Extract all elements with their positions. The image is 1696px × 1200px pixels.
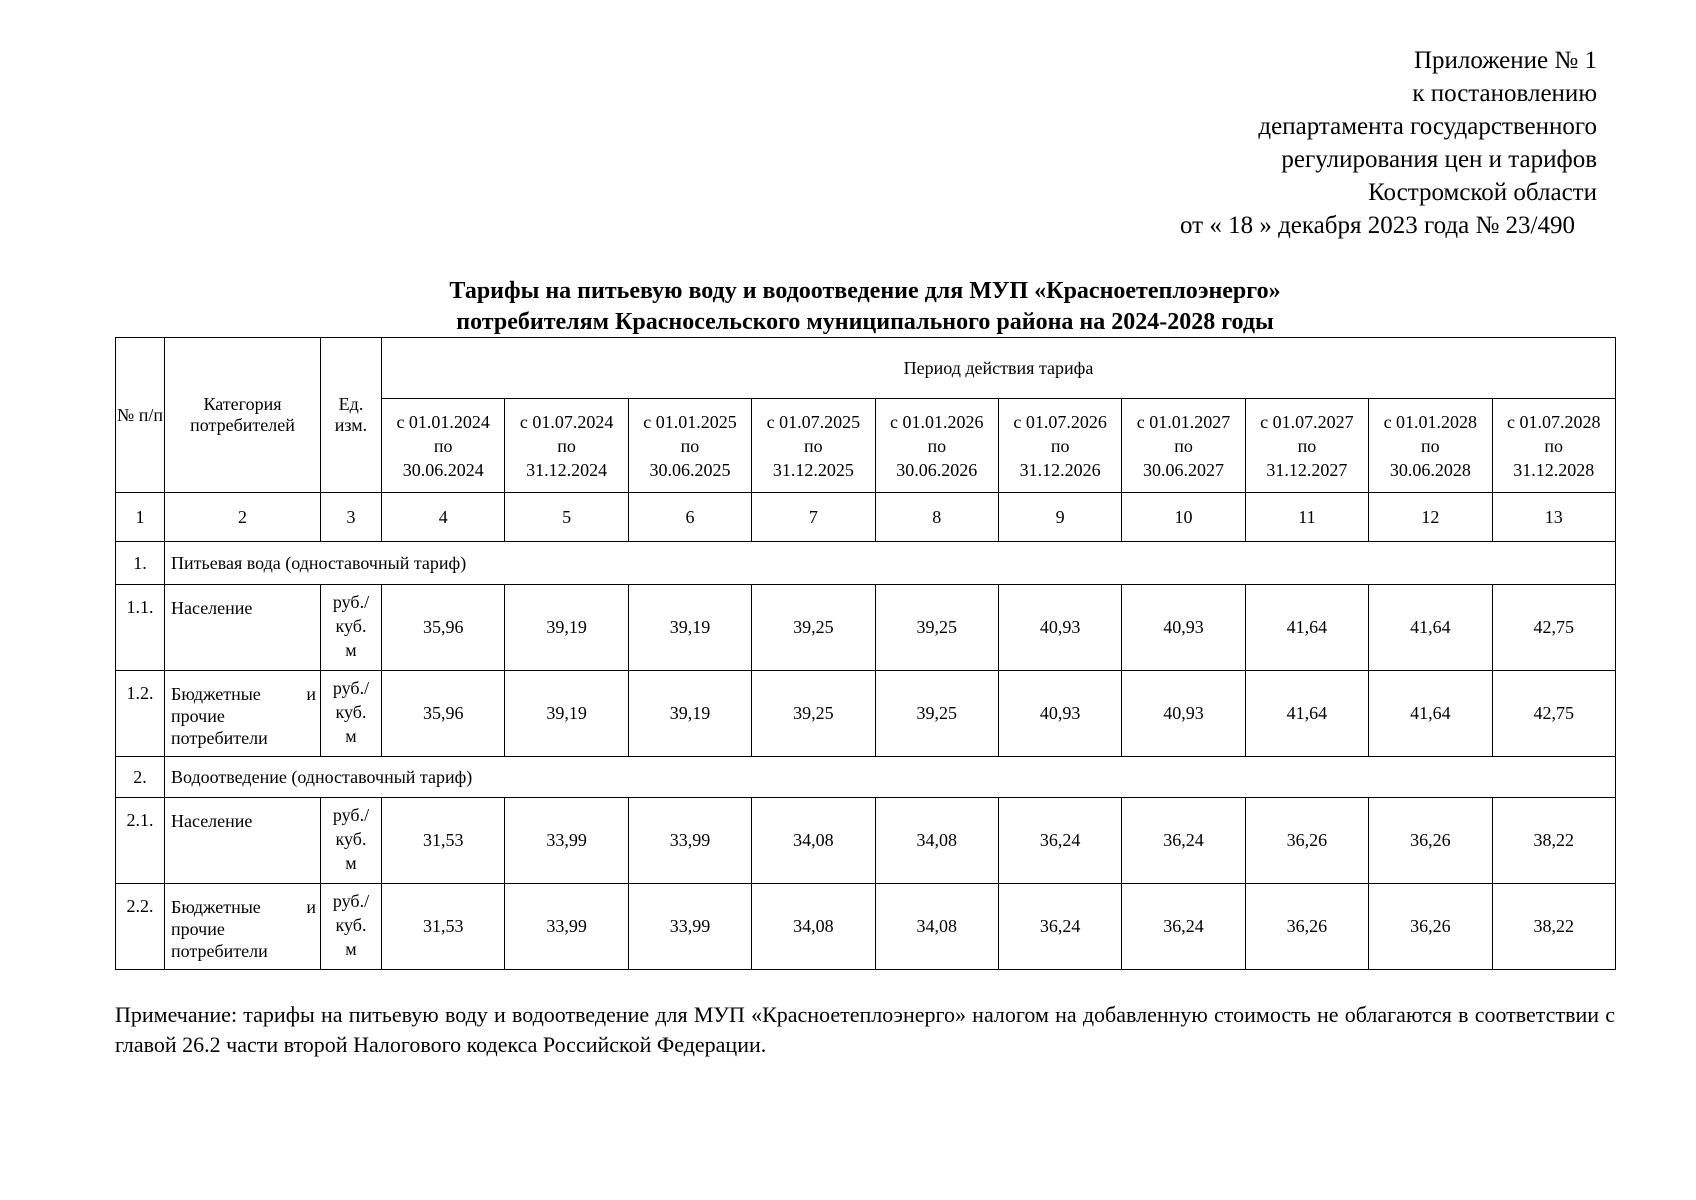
annex-line: регулирования цен и тарифов	[1281, 146, 1597, 173]
tariff-table	[115, 337, 1616, 970]
header-row-1	[116, 338, 1616, 399]
header-unit: Ед. изм.	[321, 338, 382, 493]
period-header-cell	[1122, 399, 1245, 493]
unit-line: куб.	[335, 702, 367, 722]
category-line: Население	[171, 598, 253, 618]
period-to: 31.12.2026	[1019, 459, 1101, 480]
section-number: 2.	[116, 757, 165, 798]
tariff-value-cell: 33,99	[505, 798, 628, 884]
period-header-cell	[382, 399, 505, 493]
row-number: 1.2.	[116, 671, 165, 757]
period-to: 30.06.2024	[402, 459, 484, 480]
table-row	[116, 585, 1616, 671]
unit-line: руб./	[332, 805, 370, 825]
unit-line: м	[345, 939, 357, 959]
column-number-cell: 12	[1369, 493, 1492, 542]
period-po: по	[557, 435, 576, 456]
table-row	[116, 671, 1616, 757]
period-header-cell	[875, 399, 998, 493]
category-line: потребители	[171, 728, 268, 748]
column-number-cell: 11	[1245, 493, 1368, 542]
category-line: прочие	[171, 919, 225, 939]
tariff-value-cell: 34,08	[875, 798, 998, 884]
tariff-value-cell: 39,19	[628, 585, 751, 671]
unit-line: м	[345, 640, 357, 660]
row-number: 2.1.	[116, 798, 165, 884]
tariff-value-cell: 41,64	[1369, 671, 1492, 757]
tariff-value-cell: 33,99	[628, 884, 751, 970]
column-number-cell: 13	[1492, 493, 1615, 542]
tariff-value-cell: 35,96	[382, 671, 505, 757]
tariff-value-cell: 40,93	[1122, 585, 1245, 671]
row-unit	[321, 884, 382, 970]
period-header-cell	[505, 399, 628, 493]
column-number-cell: 1	[116, 493, 165, 542]
row-category	[165, 798, 321, 884]
row-number: 1.1.	[116, 585, 165, 671]
period-to: 30.06.2027	[1143, 459, 1225, 480]
period-from: с 01.07.2027	[1260, 411, 1354, 432]
tariff-value-cell: 40,93	[998, 585, 1121, 671]
unit-line: м	[345, 853, 357, 873]
category-first-line	[171, 896, 316, 918]
tariff-value-cell: 33,99	[505, 884, 628, 970]
header-period-title: Период действия тарифа	[382, 338, 1616, 399]
annex-line: департамента государственного	[1258, 113, 1597, 140]
annex-header	[1180, 44, 1597, 242]
column-number-cell: 3	[321, 493, 382, 542]
period-to: 31.12.2027	[1266, 459, 1348, 480]
tariff-value-cell: 41,64	[1245, 585, 1368, 671]
period-to: 31.12.2025	[772, 459, 854, 480]
period-po: по	[927, 435, 947, 456]
period-header-cell	[998, 399, 1121, 493]
column-number-cell: 2	[165, 493, 321, 542]
title-line-2: потребителям Красносельского муниципального района на 2024-2028 годы	[456, 309, 1274, 335]
period-po: по	[1421, 435, 1440, 456]
tariff-value-cell: 42,75	[1492, 585, 1615, 671]
footnote: Примечание: тарифы на питьевую воду и водоотведение для МУП «Красноетеплоэнерго» налогом на добавленную стоимость не облагаются в соответствии с главой 26.2 части второй Налогового кодекса Российской Федерации.	[115, 1002, 1615, 1057]
period-to: 31.12.2024	[526, 459, 608, 480]
section-row	[116, 542, 1616, 585]
unit-line: м	[345, 726, 357, 746]
category-word: и	[306, 684, 316, 704]
tariff-value-cell: 36,26	[1369, 884, 1492, 970]
tariff-value-cell: 35,96	[382, 585, 505, 671]
category-word: Бюджетные	[171, 684, 261, 704]
tariff-value-cell: 36,24	[998, 798, 1121, 884]
header-category: Категория потребителей	[165, 338, 321, 493]
period-from: с 01.01.2026	[890, 411, 984, 432]
unit-line: руб./	[332, 678, 370, 698]
tariff-value-cell: 36,26	[1245, 884, 1368, 970]
header-number: № п/п	[116, 338, 165, 493]
period-header-cell	[1245, 399, 1368, 493]
section-row	[116, 757, 1616, 798]
tariff-value-cell: 31,53	[382, 798, 505, 884]
tariff-value-cell: 40,93	[998, 671, 1121, 757]
tariff-value-cell: 41,64	[1245, 671, 1368, 757]
unit-line: куб.	[335, 829, 367, 849]
tariff-value-cell: 36,24	[998, 884, 1121, 970]
period-from: с 01.07.2026	[1013, 411, 1107, 432]
period-from: с 01.07.2028	[1506, 411, 1601, 432]
annex-line: Приложение № 1	[1413, 47, 1597, 74]
tariff-value-cell: 38,22	[1492, 884, 1615, 970]
period-from: с 01.07.2024	[519, 411, 614, 432]
tariff-value-cell: 39,25	[752, 671, 875, 757]
document-title	[115, 276, 1615, 338]
annex-line: к постановлению	[1412, 80, 1597, 107]
tariff-value-cell: 40,93	[1122, 671, 1245, 757]
tariff-value-cell: 36,26	[1369, 798, 1492, 884]
period-to: 30.06.2025	[649, 459, 731, 480]
tariff-value-cell: 39,19	[628, 671, 751, 757]
period-po: по	[1174, 435, 1193, 456]
table-row	[116, 798, 1616, 884]
period-to: 30.06.2028	[1389, 459, 1471, 480]
tariff-value-cell: 31,53	[382, 884, 505, 970]
column-number-cell: 6	[628, 493, 751, 542]
row-number: 2.2.	[116, 884, 165, 970]
table-row	[116, 884, 1616, 970]
tariff-value-cell: 38,22	[1492, 798, 1615, 884]
tariff-value-cell: 34,08	[752, 798, 875, 884]
row-unit	[321, 585, 382, 671]
period-from: с 01.07.2025	[766, 411, 861, 432]
title-line-1: Тарифы на питьевую воду и водоотведение для МУП «Красноетеплоэнерго»	[449, 278, 1281, 304]
unit-line: руб./	[332, 891, 370, 911]
tariff-value-cell: 39,19	[505, 585, 628, 671]
column-number-cell: 5	[505, 493, 628, 542]
tariff-value-cell: 34,08	[875, 884, 998, 970]
column-number-cell: 8	[875, 493, 998, 542]
period-from: с 01.01.2025	[643, 411, 737, 432]
category-word: и	[306, 897, 316, 917]
period-po: по	[680, 435, 700, 456]
annex-line: Костромской области	[1368, 179, 1597, 206]
unit-line: куб.	[335, 915, 367, 935]
period-to: 31.12.2028	[1513, 459, 1595, 480]
section-number: 1.	[116, 542, 165, 585]
unit-line: куб.	[335, 616, 367, 636]
tariff-value-cell: 39,25	[752, 585, 875, 671]
column-number-cell: 4	[382, 493, 505, 542]
section-title: Питьевая вода (одноставочный тариф)	[165, 542, 1616, 585]
tariff-value-cell: 41,64	[1369, 585, 1492, 671]
row-category	[165, 585, 321, 671]
category-line: потребители	[171, 941, 268, 961]
tariff-value-cell: 36,24	[1122, 798, 1245, 884]
period-to: 30.06.2026	[896, 459, 978, 480]
annex-date-line: от « 18 » декабря 2023 года № 23/490	[1179, 212, 1575, 239]
period-header-cell	[1369, 399, 1492, 493]
column-number-cell: 9	[998, 493, 1121, 542]
period-po: по	[1544, 435, 1564, 456]
period-from: с 01.01.2028	[1383, 411, 1478, 432]
row-unit	[321, 798, 382, 884]
tariff-value-cell: 39,25	[875, 671, 998, 757]
period-po: по	[1297, 435, 1317, 456]
category-line: прочие	[171, 706, 225, 726]
period-po: по	[804, 435, 823, 456]
column-numbers-row	[116, 493, 1616, 542]
period-header-cell	[628, 399, 751, 493]
period-from: с 01.01.2024	[396, 411, 490, 432]
tariff-value-cell: 33,99	[628, 798, 751, 884]
tariff-value-cell: 34,08	[752, 884, 875, 970]
period-po: по	[433, 435, 453, 456]
row-unit	[321, 671, 382, 757]
tariff-value-cell: 39,19	[505, 671, 628, 757]
period-header-cell	[752, 399, 875, 493]
category-line: Население	[171, 811, 253, 831]
tariff-value-cell: 42,75	[1492, 671, 1615, 757]
row-category	[165, 671, 321, 757]
tariff-value-cell: 36,26	[1245, 798, 1368, 884]
tariff-value-cell: 39,25	[875, 585, 998, 671]
period-po: по	[1050, 435, 1070, 456]
category-first-line	[171, 683, 316, 705]
category-word: Бюджетные	[171, 897, 261, 917]
period-header-cell	[1492, 399, 1615, 493]
section-title: Водоотведение (одноставочный тариф)	[165, 757, 1616, 798]
row-category	[165, 884, 321, 970]
unit-line: руб./	[332, 592, 370, 612]
column-number-cell: 7	[752, 493, 875, 542]
period-from: с 01.01.2027	[1136, 411, 1231, 432]
tariff-value-cell: 36,24	[1122, 884, 1245, 970]
column-number-cell: 10	[1122, 493, 1245, 542]
